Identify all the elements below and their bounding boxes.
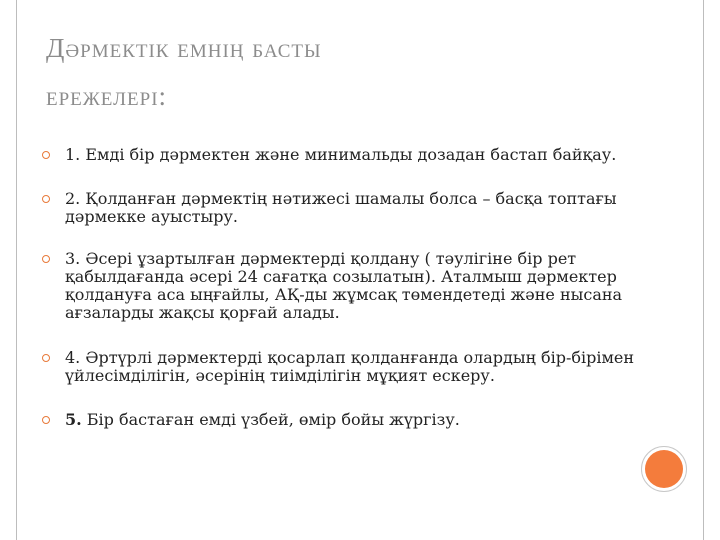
left-border-line xyxy=(16,0,17,540)
bullet-number: 1. xyxy=(65,145,81,164)
hollow-circle-icon xyxy=(42,195,50,203)
slide-title xyxy=(46,24,646,120)
bullet-text: Бір бастаған емді үзбей, өмір бойы жүргізу. xyxy=(86,410,460,429)
bullet-text: Әртүрлі дәрмектерді қосарлап қолданғанда олардың бір-бірімен үйлесімділігін, әсерінің тиімділігін мұқият ескеру. xyxy=(65,348,635,385)
bullet-number: 2. xyxy=(65,189,81,208)
bullet-item xyxy=(42,146,642,164)
right-border-line xyxy=(703,0,704,540)
hollow-circle-icon xyxy=(42,151,50,159)
slide-title-line-1: Дәрмектік емнің басты xyxy=(46,33,322,63)
bullet-number: 3. xyxy=(65,249,81,268)
slide-title-line-2: ережелері: xyxy=(46,81,168,111)
hollow-circle-icon xyxy=(42,354,50,362)
bullet-item xyxy=(42,250,642,322)
bullet-item xyxy=(42,349,642,385)
bullet-item xyxy=(42,411,642,429)
bullet-number: 5. xyxy=(65,410,82,429)
bullet-text: Әсері ұзартылған дәрмектерді қолдану ( тәулігіне бір рет қабылдағанда әсері 24 сағатқа созылатын). Аталмыш дәрмектер қолдануға аса ыңғайлы, АҚ-ды жұмсақ төмендетеді және нысана ағзаларды жақсы қорғай алады. xyxy=(65,249,623,322)
bullet-number: 4. xyxy=(65,348,81,367)
hollow-circle-icon xyxy=(42,416,50,424)
bullet-item xyxy=(42,190,642,226)
bullet-text: Қолданған дәрмектің нәтижесі шамалы болса – басқа топтағы дәрмекке ауыстыру. xyxy=(65,189,617,226)
decorative-orange-circle-icon xyxy=(645,450,683,488)
bullet-list xyxy=(42,146,642,429)
bullet-text: Емді бір дәрмектен және минимальды дозадан бастап байқау. xyxy=(85,145,617,164)
hollow-circle-icon xyxy=(42,255,50,263)
